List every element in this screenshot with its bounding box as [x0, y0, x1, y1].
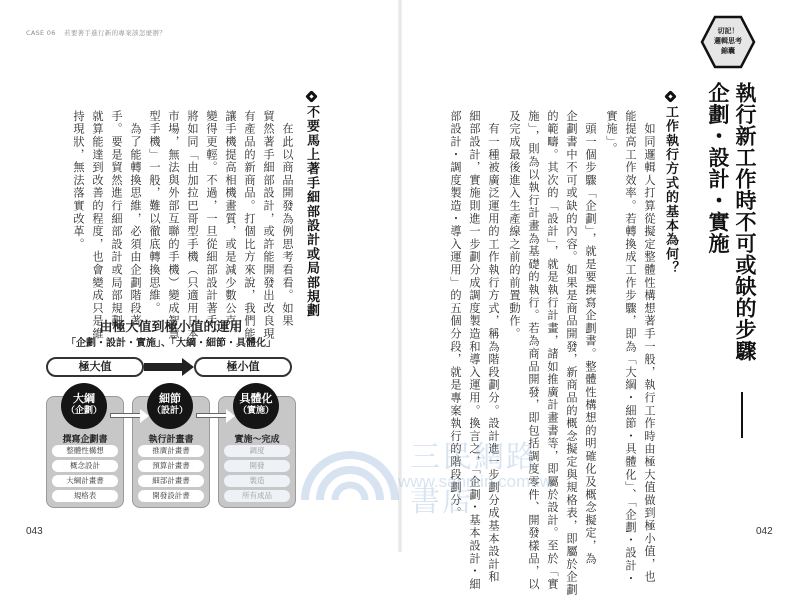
right-body-col: 企劃書中不可或缺的內容。如果是商品開發，新商品的概念擬定與規格表，即屬於企劃 [565, 110, 578, 596]
right-body-col: 頭一個步驟「企劃」，就是要撰寫企劃書。整體性構想的明確化及概念擬定，為 [584, 110, 597, 566]
left-body-col: 有產品的新商品。打個比方來說，我們能 [243, 110, 256, 341]
bullet-diamond-icon [664, 90, 677, 103]
flow-arrow-head-icon [140, 409, 149, 423]
stage-item: 細部計畫書 [138, 475, 204, 487]
stage-item: 開發 [224, 460, 290, 472]
badge-line: 切記！ [717, 27, 739, 35]
left-body-col: 貿然著手細部設計，或許能開發出改良現 [262, 110, 275, 341]
left-body-col: 型手機」一般，難以徹底轉換思維。 [148, 110, 161, 315]
stage-sub: （企劃） [65, 406, 102, 416]
stage-item: 開發設計書 [138, 490, 204, 502]
flow-arrow-head-icon [226, 409, 235, 423]
case-label: CASE 06 [26, 29, 56, 37]
max-value-pill: 極大值 [46, 357, 144, 377]
diagram-subtitle: 「企劃・設計・實施」、「大綱・細節・具體化」 [66, 338, 276, 349]
stage-item: 推廣計畫書 [138, 445, 204, 457]
left-body-col: 就算能達到改善的程度，也會變成只是維 [91, 110, 104, 341]
chapter-title-line1: 執行新工作時不可或缺的步驟 [733, 82, 757, 362]
chapter-title-line2: 企劃・設計・實施 [706, 82, 730, 254]
running-head-title: 若要著手進行新的專案該怎麼辦？ [64, 29, 167, 37]
stage-sub: （設計） [151, 406, 188, 416]
left-body-col: 變得更輕。不過，一旦從細部設計著手， [205, 110, 218, 341]
arrow-right-icon [144, 363, 184, 371]
running-head [26, 28, 166, 37]
stage-heading: 實施～完成 [234, 435, 280, 445]
left-body-col: 在此以商品開發為例思考看看。如果 [281, 110, 294, 328]
em-dash [741, 392, 743, 438]
left-page [0, 0, 400, 552]
right-body-col: 部設計・調度製造・導入運用」的五個分段，就是專案執行的階段劃分。 [449, 110, 462, 520]
flow-arrow-icon [110, 413, 142, 418]
badge-line: 錦囊 [721, 47, 735, 55]
flow-arrow-icon [196, 413, 228, 418]
stage-item: 製造 [224, 475, 290, 487]
watermark-url: www.sanmin.com.tw [398, 472, 552, 491]
right-page [400, 0, 800, 596]
badge-line: 邏輯思考 [714, 37, 742, 45]
right-body-col: 的範疇。其次的「設計」，就是執行計畫，諸如推廣計畫書等，即屬於設計。至於「實 [546, 110, 559, 591]
stage-name: 具體化 [239, 392, 273, 405]
left-body-col: 將如同「由加拉巴哥型手機（只適用日本 [186, 110, 199, 341]
stage-item: 概念設計 [52, 460, 118, 472]
right-section-heading-text: 工作執行方式的基本為何？ [663, 105, 678, 276]
stage-name: 細節 [159, 392, 181, 405]
left-body-col: 手。要是貿然進行細部設計或局部規劃， [110, 110, 123, 341]
stage-item: 所有成品 [224, 490, 290, 502]
right-body-col: 施」，則為以執行計畫為基礎的執行。若為商品開發，即包括調度零件、開發樣品，以 [527, 110, 540, 591]
stage-item: 整體性構想 [52, 445, 118, 457]
arrow-head-icon [182, 358, 194, 376]
left-body-col: 市場，無法與外部互聯的手機）變成智慧 [167, 110, 180, 341]
right-section-heading [661, 92, 680, 275]
bullet-diamond-icon [305, 90, 318, 103]
right-body-col: 實施」。 [605, 110, 618, 156]
right-body-col: 有一種被廣泛運用的工作執行方式，稱為階段劃分。設計進一步劃分成基本設計和 [487, 110, 500, 584]
right-body-col: 能提高工作效率。若轉換成工作步驟，即為「大綱・細節・具體化」、「企劃・設計・ [624, 110, 637, 586]
page-number-left: 043 [26, 526, 43, 537]
left-body-col: 持現狀，無法落實改革。 [72, 110, 85, 251]
tip-badge [700, 14, 756, 70]
right-body-col: 及完成最後進入生產線之前的前置動作。 [508, 110, 521, 341]
right-body-col: 細部設計，實施則進一步劃分成調度製造和導入運用。換言之，「企劃・基本設計・細 [468, 110, 481, 591]
page-number-right: 042 [756, 526, 773, 537]
watermark-text: 三民網路書店 [410, 440, 538, 519]
diagram-title: 由極大值到極小值的運用 [99, 320, 243, 335]
stage-heading: 撰寫企劃書 [62, 435, 108, 445]
stage-circle [147, 383, 193, 429]
stage-item: 大綱計畫書 [52, 475, 118, 487]
stage-circle [233, 383, 279, 429]
stage-circle [61, 383, 107, 429]
maximum-to-minimum-diagram [36, 316, 306, 516]
left-body-col: 讓手機提高相機畫質，或是減少數公克， [224, 110, 237, 341]
stage-sub: （實施） [237, 406, 274, 416]
right-body-col: 如同邏輯人打算從擬定整體性構想著手一般，執行工作時由極大值做到極小值，也 [643, 110, 656, 584]
stage-item: 預算計畫書 [138, 460, 204, 472]
min-value-pill: 極小值 [194, 357, 292, 377]
stage-heading: 執行計畫書 [148, 435, 194, 445]
left-section-heading [302, 92, 321, 318]
left-section-heading-text: 不要馬上著手細部設計或局部規劃 [304, 105, 319, 318]
stage-name: 大綱 [73, 392, 95, 405]
stage-item: 調度 [224, 445, 290, 457]
left-body-col: 為了能轉換思維，必須由企劃階段著 [129, 110, 142, 328]
stage-item: 規格表 [52, 490, 118, 502]
